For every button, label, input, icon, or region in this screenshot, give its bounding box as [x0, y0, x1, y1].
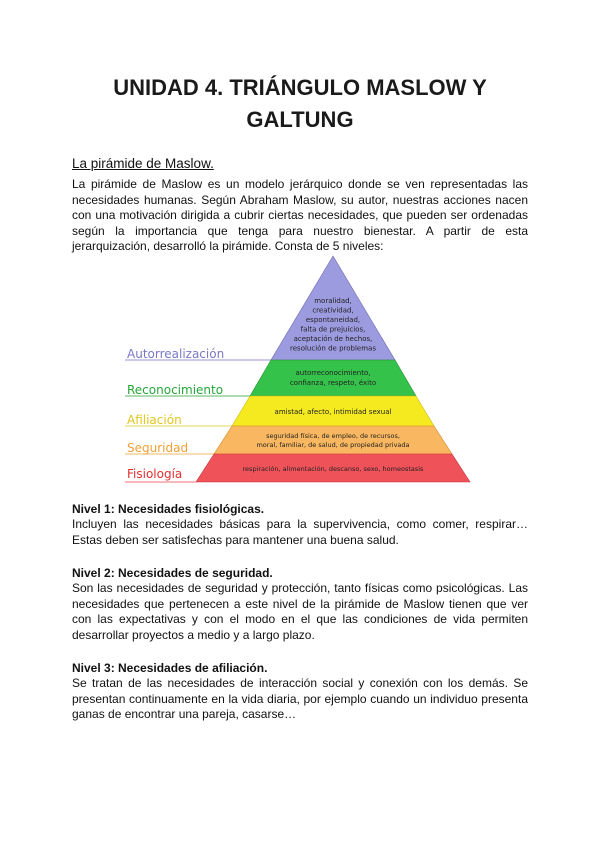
title-line-1: UNIDAD 4. TRIÁNGULO MASLOW Y — [113, 75, 487, 100]
pyramid-text-reconocimiento-2: confianza, respeto, éxito — [289, 379, 377, 387]
pyramid-text-fisiologia-1: respiración, alimentación, descanso, sexo, homeostasis — [242, 465, 424, 473]
pyramid-text-autorrealizacion-4: falta de prejuicios, — [300, 325, 366, 334]
pyramid-text-seguridad-1: seguridad física, de empleo, de recursos, — [266, 432, 400, 440]
pyramid-level-afiliacion — [125, 396, 434, 427]
pyramid-label-seguridad: Seguridad — [127, 441, 189, 455]
pyramid-label-fisiologia: Fisiología — [127, 467, 183, 481]
pyramid-tier-seguridad — [214, 426, 452, 454]
maslow-pyramid — [120, 254, 480, 484]
pyramid-label-reconocimiento: Reconocimiento — [127, 383, 224, 397]
pyramid-text-reconocimiento-1: autorreconocimiento, — [295, 369, 371, 377]
title-line-2: GALTUNG — [246, 107, 354, 132]
pyramid-level-autorrealizacion — [125, 256, 395, 361]
section-heading: La pirámide de Maslow. — [72, 156, 214, 171]
pyramid-text-seguridad-2: moral, familiar, de salud, de propiedad privada — [256, 441, 410, 449]
level-2-heading: Nivel 2: Necesidades de seguridad. — [72, 566, 273, 580]
intro-paragraph: La pirámide de Maslow es un modelo jerárquico donde se ven representadas las necesidades humanas. Según Abraham Maslow, su autor, nuestras acciones nacen con una motivación dirigida a cubrir ciertas necesidades, que pueden ser ordenadas según la importancia que tenga para nuestro bienestar. A partir de esta jerarquización, desarrolló la pirámide. Consta de 5 niveles: — [72, 177, 528, 253]
document-title — [60, 72, 540, 136]
pyramid-text-autorrealizacion-6: resolución de problemas — [290, 344, 376, 353]
pyramid-text-autorrealizacion-3: espontaneidad, — [305, 316, 361, 324]
level-3-heading: Nivel 3: Necesidades de afiliación. — [72, 661, 268, 675]
pyramid-label-afiliacion: Afiliación — [127, 413, 182, 427]
pyramid-text-autorrealizacion-5: aceptación de hechos, — [293, 335, 373, 343]
pyramid-label-autorrealizacion: Autorrealización — [127, 347, 225, 361]
pyramid-text-afiliacion-1: amistad, afecto, intimidad sexual — [274, 408, 392, 416]
level-1-heading: Nivel 1: Necesidades fisiológicas. — [72, 502, 265, 516]
level-3-text: Se tratan de las necesidades de interacción social y conexión con los demás. Se presentan continuamente en la vida diaria, por ejemplo cuando un individuo presenta ganas de encontrar una pareja, casarse… — [72, 676, 528, 721]
pyramid-level-seguridad — [125, 426, 452, 455]
pyramid-level-reconocimiento — [125, 360, 416, 397]
level-1-text: Incluyen las necesidades básicas para la supervivencia, como comer, respirar… Estas deben ser satisfechas para mantener una buena salud. — [72, 517, 528, 547]
pyramid-tier-reconocimiento — [250, 360, 416, 396]
pyramid-level-fisiologia — [125, 454, 470, 482]
pyramid-text-autorrealizacion-1: moralidad, — [314, 297, 352, 305]
level-2-text: Son las necesidades de seguridad y protección, tanto físicas como psicológicas. Las necesidades que pertenecen a este nivel de la pirámide de Maslow tienen que ver con las expectativas y con el modo en el que las condiciones de vida permiten desarrollar proyectos a medio y a largo plazo. — [72, 581, 528, 642]
pyramid-text-autorrealizacion-2: creatividad, — [312, 306, 354, 315]
